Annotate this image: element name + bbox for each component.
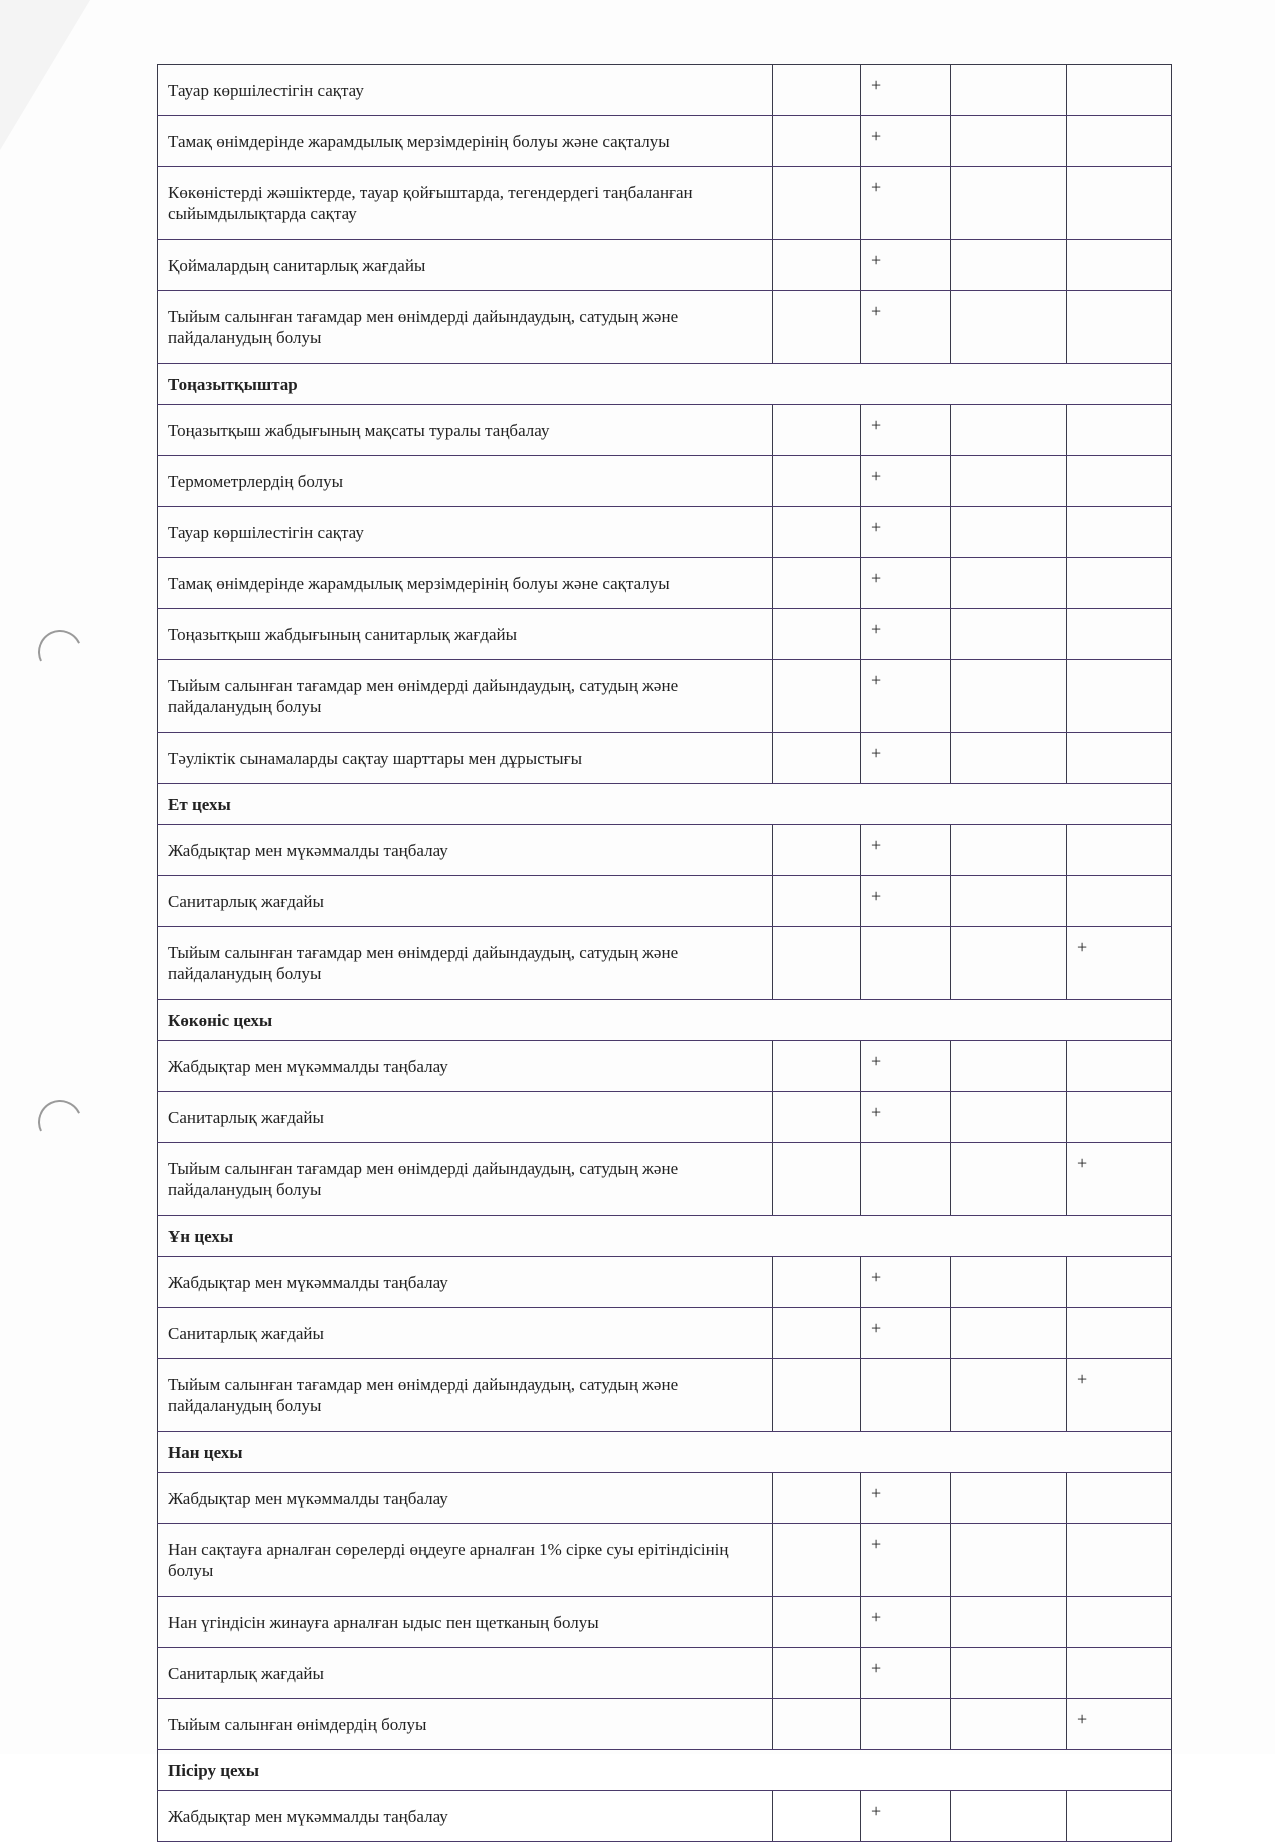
requirement-text: Санитарлық жағдайы: [158, 1092, 773, 1143]
checklist-row: [158, 167, 1172, 240]
assessment-cell-4: [1067, 1257, 1172, 1308]
assessment-cell-2: +: [861, 660, 951, 733]
assessment-cell-3: [951, 1359, 1067, 1432]
assessment-cell-3: [951, 660, 1067, 733]
checklist-row: [158, 876, 1172, 927]
assessment-cell-2: +: [861, 1092, 951, 1143]
assessment-cell-2: +: [861, 825, 951, 876]
checklist-row: [158, 1597, 1172, 1648]
assessment-cell-4: [1067, 1524, 1172, 1597]
requirement-text: Санитарлық жағдайы: [158, 876, 773, 927]
assessment-cell-1: [773, 927, 861, 1000]
assessment-cell-4: [1067, 1041, 1172, 1092]
assessment-cell-1: [773, 1308, 861, 1359]
assessment-cell-2: +: [861, 1041, 951, 1092]
checklist-row: [158, 116, 1172, 167]
assessment-cell-4: [1067, 1092, 1172, 1143]
checklist-row: [158, 1092, 1172, 1143]
assessment-cell-3: [951, 291, 1067, 364]
assessment-cell-3: [951, 876, 1067, 927]
assessment-cell-2: +: [861, 1648, 951, 1699]
assessment-cell-1: [773, 1699, 861, 1750]
assessment-cell-4: [1067, 1597, 1172, 1648]
requirement-text: Тыйым салынған тағамдар мен өнімдерді дайындаудың, сатудың және пайдаланудың болуы: [158, 660, 773, 733]
checklist-row: [158, 558, 1172, 609]
assessment-cell-1: [773, 1473, 861, 1524]
assessment-cell-1: [773, 876, 861, 927]
section-row: [158, 364, 1172, 405]
section-row: [158, 1750, 1172, 1791]
requirement-text: Жабдықтар мен мүкәммалды таңбалау: [158, 1791, 773, 1842]
assessment-cell-3: [951, 456, 1067, 507]
assessment-cell-3: [951, 1143, 1067, 1216]
assessment-cell-1: [773, 1359, 861, 1432]
assessment-cell-1: [773, 167, 861, 240]
requirement-text: Тыйым салынған тағамдар мен өнімдерді дайындаудың, сатудың және пайдаланудың болуы: [158, 1359, 773, 1432]
assessment-cell-3: [951, 1041, 1067, 1092]
checklist-row: [158, 1359, 1172, 1432]
assessment-cell-3: [951, 1648, 1067, 1699]
assessment-cell-3: [951, 507, 1067, 558]
assessment-cell-3: [951, 405, 1067, 456]
section-row: [158, 1000, 1172, 1041]
requirement-text: Жабдықтар мен мүкәммалды таңбалау: [158, 1257, 773, 1308]
assessment-cell-2: +: [861, 405, 951, 456]
checklist-row: [158, 1257, 1172, 1308]
assessment-cell-4: [1067, 116, 1172, 167]
requirement-text: Көкөністерді жәшіктерде, тауар қойғыштарда, тегендердегі таңбаланған сыйымдылықтарда сақтау: [158, 167, 773, 240]
assessment-cell-2: +: [861, 1791, 951, 1842]
requirement-text: Жабдықтар мен мүкәммалды таңбалау: [158, 825, 773, 876]
checklist-row: [158, 1143, 1172, 1216]
assessment-cell-1: [773, 1597, 861, 1648]
assessment-cell-3: [951, 1257, 1067, 1308]
assessment-cell-4: [1067, 660, 1172, 733]
assessment-cell-2: +: [861, 1524, 951, 1597]
assessment-cell-3: [951, 733, 1067, 784]
assessment-cell-1: [773, 1791, 861, 1842]
assessment-cell-2: [861, 1699, 951, 1750]
assessment-cell-2: +: [861, 1473, 951, 1524]
assessment-cell-4: +: [1067, 1143, 1172, 1216]
requirement-text: Тыйым салынған тағамдар мен өнімдерді дайындаудың, сатудың және пайдаланудың болуы: [158, 291, 773, 364]
assessment-cell-1: [773, 456, 861, 507]
requirement-text: Қоймалардың санитарлық жағдайы: [158, 240, 773, 291]
assessment-cell-2: +: [861, 876, 951, 927]
assessment-cell-1: [773, 1143, 861, 1216]
requirement-text: Тауар көршілестігін сақтау: [158, 507, 773, 558]
checklist-row: [158, 1524, 1172, 1597]
section-row: [158, 1432, 1172, 1473]
assessment-cell-4: [1067, 1648, 1172, 1699]
requirement-text: Термометрлердің болуы: [158, 456, 773, 507]
assessment-cell-3: [951, 558, 1067, 609]
section-heading: Тоңазытқыштар: [158, 364, 1172, 405]
checklist-row: [158, 825, 1172, 876]
assessment-cell-3: [951, 1524, 1067, 1597]
assessment-cell-2: +: [861, 558, 951, 609]
requirement-text: Жабдықтар мен мүкәммалды таңбалау: [158, 1473, 773, 1524]
assessment-cell-2: [861, 927, 951, 1000]
checklist-row: [158, 1791, 1172, 1842]
section-heading: Көкөніс цехы: [158, 1000, 1172, 1041]
assessment-cell-1: [773, 291, 861, 364]
inspection-checklist-table: [157, 64, 1172, 1842]
assessment-cell-4: [1067, 1791, 1172, 1842]
section-heading: Ет цехы: [158, 784, 1172, 825]
assessment-cell-1: [773, 1648, 861, 1699]
requirement-text: Санитарлық жағдайы: [158, 1648, 773, 1699]
assessment-cell-1: [773, 65, 861, 116]
assessment-cell-2: [861, 1143, 951, 1216]
assessment-cell-4: [1067, 876, 1172, 927]
requirement-text: Тауар көршілестігін сақтау: [158, 65, 773, 116]
assessment-cell-4: [1067, 1308, 1172, 1359]
assessment-cell-3: [951, 825, 1067, 876]
assessment-cell-3: [951, 609, 1067, 660]
checklist-row: [158, 405, 1172, 456]
assessment-cell-4: [1067, 1473, 1172, 1524]
checklist-row: [158, 456, 1172, 507]
checklist-row: [158, 291, 1172, 364]
checklist-row: [158, 660, 1172, 733]
assessment-cell-3: [951, 1699, 1067, 1750]
requirement-text: Тоңазытқыш жабдығының мақсаты туралы таңбалау: [158, 405, 773, 456]
assessment-cell-1: [773, 1041, 861, 1092]
assessment-cell-3: [951, 1597, 1067, 1648]
assessment-cell-1: [773, 1524, 861, 1597]
assessment-cell-4: [1067, 405, 1172, 456]
assessment-cell-2: +: [861, 116, 951, 167]
assessment-cell-3: [951, 240, 1067, 291]
assessment-cell-1: [773, 1257, 861, 1308]
assessment-cell-1: [773, 609, 861, 660]
assessment-cell-3: [951, 1791, 1067, 1842]
assessment-cell-3: [951, 65, 1067, 116]
requirement-text: Тәуліктік сынамаларды сақтау шарттары мен дұрыстығы: [158, 733, 773, 784]
assessment-cell-3: [951, 1092, 1067, 1143]
checklist-row: [158, 733, 1172, 784]
checklist-body: [158, 65, 1172, 1842]
requirement-text: Санитарлық жағдайы: [158, 1308, 773, 1359]
assessment-cell-2: +: [861, 733, 951, 784]
section-row: [158, 1216, 1172, 1257]
page-corner-fold: [0, 0, 90, 150]
assessment-cell-3: [951, 167, 1067, 240]
assessment-cell-4: +: [1067, 1359, 1172, 1432]
requirement-text: Нан сақтауға арналған сөрелерді өңдеуге арналған 1% сірке суы ерітіндісінің болуы: [158, 1524, 773, 1597]
assessment-cell-2: +: [861, 1308, 951, 1359]
assessment-cell-2: +: [861, 456, 951, 507]
assessment-cell-4: [1067, 825, 1172, 876]
requirement-text: Тоңазытқыш жабдығының санитарлық жағдайы: [158, 609, 773, 660]
assessment-cell-2: +: [861, 291, 951, 364]
requirement-text: Тыйым салынған тағамдар мен өнімдерді дайындаудың, сатудың және пайдаланудың болуы: [158, 1143, 773, 1216]
checklist-row: [158, 65, 1172, 116]
assessment-cell-3: [951, 1473, 1067, 1524]
assessment-cell-1: [773, 1092, 861, 1143]
requirement-text: Жабдықтар мен мүкәммалды таңбалау: [158, 1041, 773, 1092]
section-heading: Ұн цехы: [158, 1216, 1172, 1257]
assessment-cell-2: [861, 1359, 951, 1432]
assessment-cell-1: [773, 240, 861, 291]
assessment-cell-1: [773, 116, 861, 167]
section-heading: Нан цехы: [158, 1432, 1172, 1473]
assessment-cell-2: +: [861, 167, 951, 240]
assessment-cell-2: +: [861, 1257, 951, 1308]
requirement-text: Тамақ өнімдерінде жарамдылық мерзімдерінің болуы және сақталуы: [158, 558, 773, 609]
assessment-cell-4: [1067, 65, 1172, 116]
assessment-cell-2: +: [861, 507, 951, 558]
assessment-cell-3: [951, 116, 1067, 167]
assessment-cell-4: [1067, 507, 1172, 558]
assessment-cell-2: +: [861, 240, 951, 291]
requirement-text: Нан үгіндісін жинауға арналған ыдыс пен щетканың болуы: [158, 1597, 773, 1648]
assessment-cell-4: [1067, 291, 1172, 364]
requirement-text: Тыйым салынған тағамдар мен өнімдерді дайындаудың, сатудың және пайдаланудың болуы: [158, 927, 773, 1000]
punch-hole-top: [32, 624, 88, 680]
assessment-cell-4: [1067, 456, 1172, 507]
assessment-cell-1: [773, 405, 861, 456]
punch-hole-bottom: [32, 1094, 88, 1150]
assessment-cell-2: +: [861, 1597, 951, 1648]
checklist-row: [158, 1041, 1172, 1092]
assessment-cell-4: +: [1067, 1699, 1172, 1750]
section-heading: Пісіру цехы: [158, 1750, 1172, 1791]
checklist-row: [158, 240, 1172, 291]
section-row: [158, 784, 1172, 825]
assessment-cell-1: [773, 733, 861, 784]
assessment-cell-4: [1067, 609, 1172, 660]
checklist-row: [158, 1699, 1172, 1750]
checklist-row: [158, 1473, 1172, 1524]
assessment-cell-2: +: [861, 65, 951, 116]
assessment-cell-1: [773, 558, 861, 609]
requirement-text: Тыйым салынған өнімдердің болуы: [158, 1699, 773, 1750]
assessment-cell-1: [773, 507, 861, 558]
assessment-cell-1: [773, 825, 861, 876]
checklist-row: [158, 927, 1172, 1000]
assessment-cell-4: [1067, 558, 1172, 609]
checklist-row: [158, 609, 1172, 660]
assessment-cell-2: +: [861, 609, 951, 660]
requirement-text: Тамақ өнімдерінде жарамдылық мерзімдерінің болуы және сақталуы: [158, 116, 773, 167]
assessment-cell-4: [1067, 240, 1172, 291]
assessment-cell-3: [951, 927, 1067, 1000]
assessment-cell-1: [773, 660, 861, 733]
checklist-row: [158, 1308, 1172, 1359]
checklist-row: [158, 1648, 1172, 1699]
checklist-row: [158, 507, 1172, 558]
assessment-cell-4: [1067, 167, 1172, 240]
assessment-cell-3: [951, 1308, 1067, 1359]
assessment-cell-4: [1067, 733, 1172, 784]
assessment-cell-4: +: [1067, 927, 1172, 1000]
